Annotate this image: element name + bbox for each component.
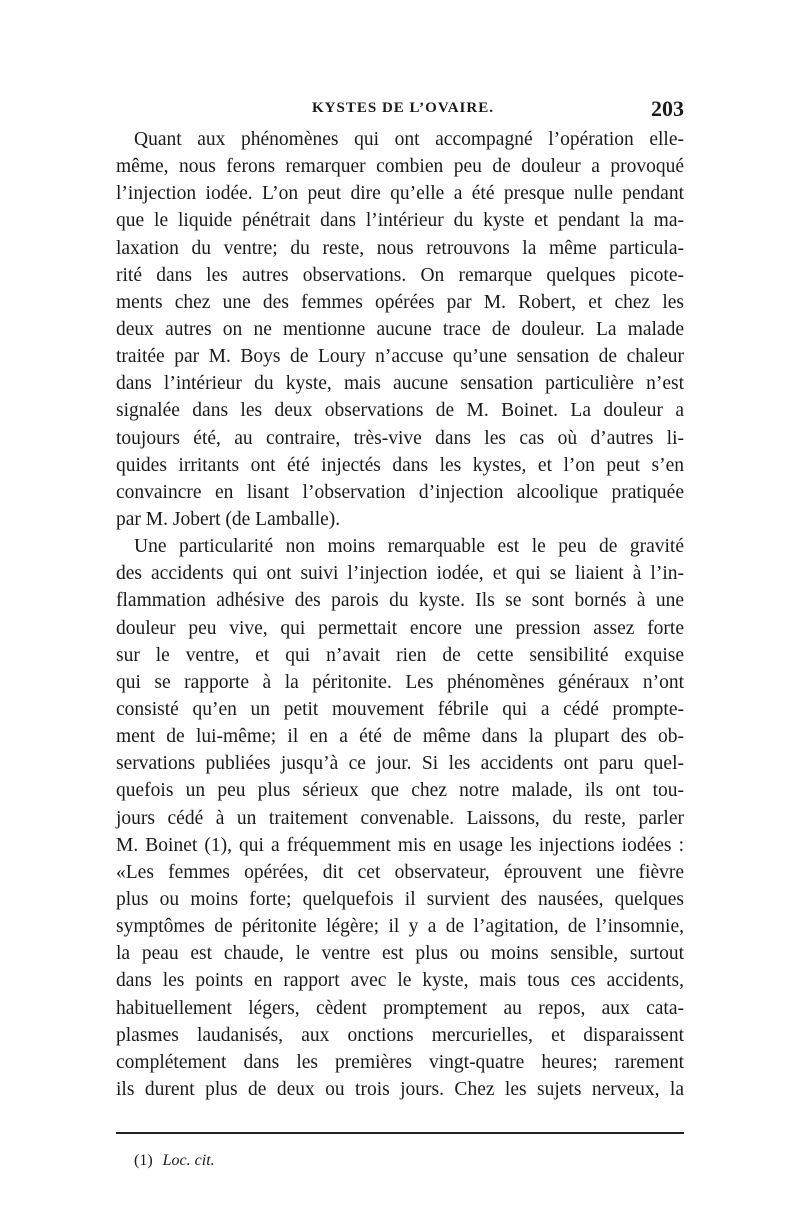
text-line: laxation du ventre; du reste, nous retrouvons la même particula- [116, 237, 684, 259]
text-line: quides irritants ont été injectés dans les kystes, et l’on peut s’en [116, 454, 684, 476]
text-line: sur le ventre, et qui n’avait rien de cette sensibilité exquise [116, 644, 684, 666]
text-line: dans l’intérieur du kyste, mais aucune sensation particulière n’est [116, 373, 684, 395]
text-line: même, nous ferons remarquer combien peu de douleur a provoqué [116, 156, 684, 178]
text-line: servations publiées jusqu’à ce jour. Si les accidents ont paru quel- [116, 753, 684, 775]
text-line: flammation adhésive des parois du kyste. Ils se sont bornés à une [116, 590, 684, 612]
text-line: l’injection iodée. L’on peut dire qu’elle a été presque nulle pendant [116, 183, 684, 205]
text-line: qui se rapporte à la péritonite. Les phénomènes généraux n’ont [116, 671, 684, 693]
text-line: quefois un peu plus sérieux que chez notre malade, ils ont tou- [116, 780, 684, 802]
text-line: dans les points en rapport avec le kyste, mais tous ces accidents, [116, 970, 684, 992]
text-line: jours cédé à un traitement convenable. Laissons, du reste, parler [116, 807, 684, 829]
running-head [116, 96, 684, 124]
text-line: deux autres on ne mentionne aucune trace de douleur. La malade [116, 318, 684, 340]
text-line: habituellement légers, cèdent promptement au repos, aux cata- [116, 997, 684, 1019]
text-line: plasmes laudanisés, aux onctions mercurielles, et disparaissent [116, 1024, 684, 1046]
text-line: douleur peu vive, qui permettait encore une pression assez forte [116, 617, 684, 639]
text-line: ment de lui-même; il en a été de même dans la plupart des ob- [116, 726, 684, 748]
text-line: Une particularité non moins remarquable est le peu de gravité [134, 536, 684, 558]
text-line: signalée dans les deux observations de M. Boinet. La douleur a [116, 400, 684, 422]
text-line: symptômes de péritonite légère; il y a de l’agitation, de l’insomnie, [116, 916, 684, 938]
text-line: des accidents qui ont suivi l’injection iodée, et qui se liaient à l’in- [116, 563, 684, 585]
text-line: ils durent plus de deux ou trois jours. Chez les sujets nerveux, la [116, 1078, 684, 1100]
text-line: que le liquide pénétrait dans l’intérieur du kyste et pendant la ma- [116, 210, 684, 232]
text-line: complétement dans les premières vingt-quatre heures; rarement [116, 1051, 684, 1073]
footnote-text: Loc. cit. [162, 1152, 215, 1169]
text-line: consisté qu’en un petit mouvement fébrile qui a cédé prompte- [116, 698, 684, 720]
footnote-rule [116, 1132, 684, 1134]
text-line: la peau est chaude, le ventre est plus ou moins sensible, surtout [116, 943, 684, 965]
text-line: ments chez une des femmes opérées par M. Robert, et chez les [116, 291, 684, 313]
text-line: toujours été, au contraire, très-vive dans les cas où d’autres li- [116, 427, 684, 449]
text-line: par M. Jobert (de Lamballe). [116, 508, 341, 530]
text-line: Quant aux phénomènes qui ont accompagné l’opération elle- [134, 129, 684, 150]
text-line: «Les femmes opérées, dit cet observateur, éprouvent une fièvre [116, 861, 684, 883]
text-line: convaincre en lisant l’observation d’injection alcoolique pratiquée [116, 481, 684, 503]
text-line: rité dans les autres observations. On remarque quelques picote- [116, 264, 684, 286]
running-title: KYSTES DE L’OVAIRE. [312, 100, 494, 116]
body-text [116, 126, 684, 1103]
footnote [134, 1152, 215, 1170]
text-line: plus ou moins forte; quelquefois il survient des nausées, quelques [116, 888, 684, 910]
text-line: M. Boinet (1), qui a fréquemment mis en usage les injections iodées : [116, 834, 684, 856]
text-line: traitée par M. Boys de Loury n’accuse qu’une sensation de chaleur [116, 346, 684, 368]
page-number: 203 [651, 96, 684, 121]
footnote-marker: (1) [134, 1152, 153, 1169]
